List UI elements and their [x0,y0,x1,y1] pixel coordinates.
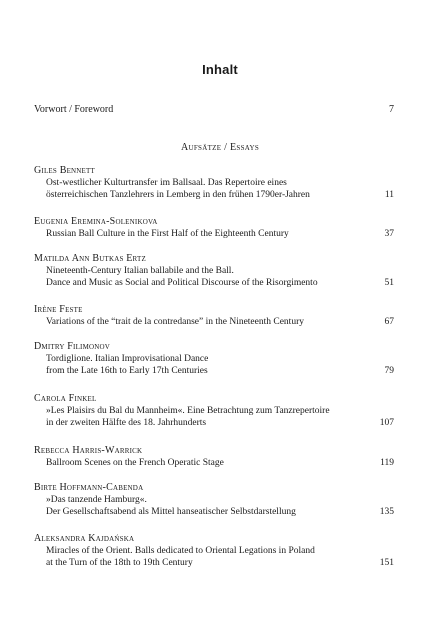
entry-page: 51 [384,278,394,288]
toc-entry [34,393,394,429]
entry-page: 107 [379,418,394,428]
entry-title-line: Miracles of the Orient. Balls dedicated to Oriental Legations in Poland [46,546,315,556]
entry-author: Dmitry Filimonov [34,341,111,352]
toc-entry [34,216,394,240]
toc-entry [34,445,394,469]
entry-title [34,265,394,289]
foreword-page: 7 [389,104,394,115]
entry-page: 135 [379,507,394,517]
toc-entry [34,341,394,377]
entry-title [34,177,394,201]
toc-entry [34,482,394,518]
entry-title-line: »Les Plaisirs du Bal du Mannheim«. Eine Betrachtung zum Tanzrepertoire [46,406,330,416]
entry-title-line: in der zweiten Hälfte des 18. Jahrhunderts [46,418,207,428]
entry-author: Rebecca Harris-Warrick [34,445,143,456]
section-heading: Aufsätze / Essays [180,142,260,153]
foreword-label: Vorwort / Foreword [34,104,114,115]
entry-title-line: at the Turn of the 18th to 19th Century [46,558,193,568]
entry-page: 79 [384,366,394,376]
entry-title-line: österreichischen Tanzlehrers in Lemberg in den frühen 1790er-Jahren [46,190,310,200]
entry-title-line: »Das tanzende Hamburg«. [46,495,147,505]
toc-entry [34,253,394,289]
entry-page: 37 [384,229,394,239]
foreword-row [34,104,394,115]
entry-title [34,405,394,429]
entry-title [34,545,394,569]
entry-title-line: Russian Ball Culture in the First Half of the Eighteenth Century [46,229,289,239]
entry-author: Irène Feste [34,304,83,315]
entry-author: Birte Hoffmann-Cabenda [34,482,144,493]
entry-author: Eugenia Eremina-Solenikova [34,216,158,227]
entry-title-line: Ost-westlicher Kulturtransfer im Ballsaal. Das Repertoire eines [46,178,287,188]
entry-title [34,353,394,377]
toc-entry [34,165,394,201]
entry-title [34,457,394,469]
entry-page: 119 [380,458,394,468]
entry-author: Matilda Ann Butkas Ertz [34,253,146,264]
entry-page: 151 [379,558,394,568]
entry-title-line: Ballroom Scenes on the French Operatic Stage [46,458,224,468]
entry-title-line: Der Gesellschaftsabend als Mittel hanseatischer Selbstdarstellung [46,507,296,517]
toc-entry [34,304,394,328]
toc-entry [34,533,394,569]
entry-author: Aleksandra Kajdańska [34,533,135,544]
entry-page: 67 [384,317,394,327]
entry-title [34,316,394,328]
page-title: Inhalt [202,62,238,77]
entry-title-line: Dance and Music as Social and Political Discourse of the Risorgimento [46,278,318,288]
entry-author: Carola Finkel [34,393,97,404]
entry-title-line: from the Late 16th to Early 17th Centuries [46,366,208,376]
entry-title-line: Variations of the “trait de la contredanse” in the Nineteenth Century [46,317,304,327]
entry-page: 11 [384,190,394,200]
entry-title-line: Tordiglione. Italian Improvisational Dance [46,354,209,364]
entry-title [34,494,394,518]
entry-author: Giles Bennett [34,165,95,176]
entry-title-line: Nineteenth-Century Italian ballabile and the Ball. [46,266,234,276]
entry-title [34,228,394,240]
